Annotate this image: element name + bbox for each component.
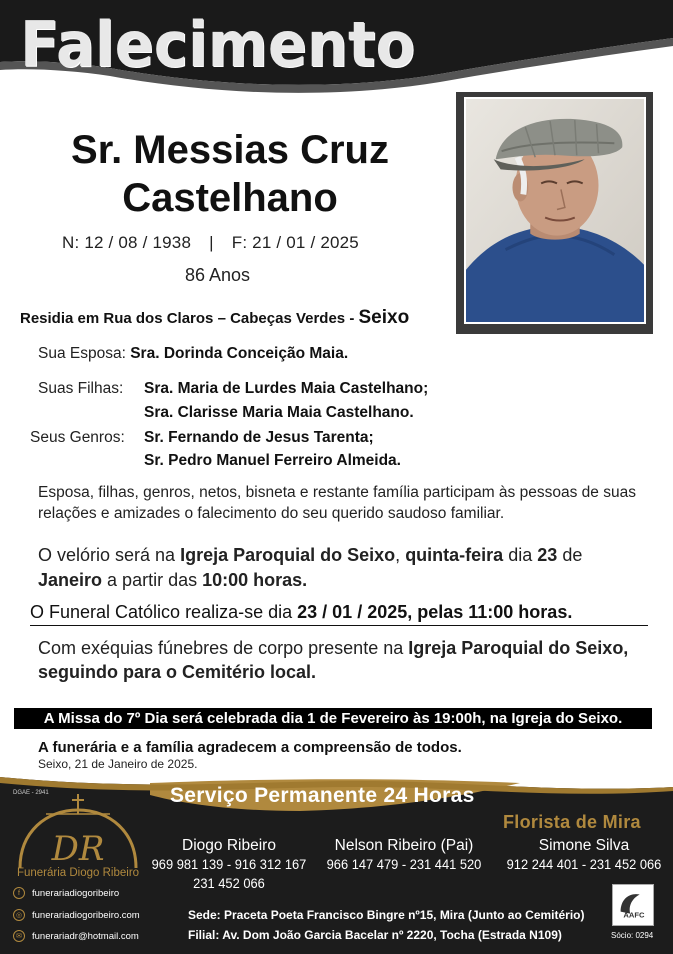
contact-simone: Simone Silva 912 244 401 - 231 452 066 <box>496 836 672 874</box>
wife-label: Sua Esposa: <box>38 345 126 362</box>
social-email[interactable]: ✉ funerariadr@hotmail.com <box>13 930 139 942</box>
exequies-destination: seguindo para o Cemitério local. <box>38 662 317 682</box>
wake-day: quinta-feira <box>405 545 504 565</box>
daughters-label: Suas Filhas: <box>38 380 124 397</box>
residence <box>20 307 409 329</box>
contact-nelson-phones[interactable]: 966 147 479 - 231 441 520 <box>326 856 482 872</box>
facebook-icon: f <box>13 887 25 899</box>
address-filial: Filial: Av. Dom João Garcia Bacelar nº 2220, Tocha (Estrada N109) <box>188 928 562 942</box>
logo-letters: DR <box>51 829 105 869</box>
wife-name: Sra. Dorinda Conceição Maia. <box>130 345 349 362</box>
residence-prefix: Residia em Rua dos Claros – Cabeças Verdes - <box>20 310 355 327</box>
funeral-date: 23 / 01 / 2025, pelas 11:00 horas. <box>297 602 573 622</box>
page-title: Falecimento <box>20 8 416 81</box>
wake-time: 10:00 horas. <box>202 570 308 590</box>
sons-in-law-label: Seus Genros: <box>30 429 125 446</box>
age: 86 Anos <box>185 265 251 285</box>
wake-date: 23 <box>537 545 558 565</box>
association-logo <box>612 884 654 926</box>
family-announcement: Esposa, filhas, genros, netos, bisneta e restante família participam às pessoas de suas relações e amizades o falecimento do seu querido saudoso familiar. <box>38 484 636 522</box>
member-number: Sócio: 0294 <box>611 931 654 940</box>
wife-row <box>38 345 348 363</box>
exequies-place: Igreja Paroquial do Seixo, <box>408 638 629 658</box>
place-date: Seixo, 21 de Janeiro de 2025. <box>38 757 198 771</box>
logo-name: Funerária Diogo Ribeiro <box>16 867 140 879</box>
deceased-photo-frame <box>456 92 653 334</box>
social-facebook[interactable]: f funerariadiogoribeiro <box>13 887 119 899</box>
instagram-icon: ◎ <box>13 909 25 921</box>
contact-nelson: Nelson Ribeiro (Pai) 966 147 479 - 231 441 520 <box>316 836 492 874</box>
association-text: AAFC <box>623 910 645 920</box>
death-date: F: 21 / 01 / 2025 <box>231 233 359 252</box>
deceased-photo <box>466 99 644 322</box>
contact-diogo: Diogo Ribeiro 969 981 139 - 916 312 167 231 452 066 <box>151 837 307 891</box>
address-sede: Sede: Praceta Poeta Francisco Bingre nº15, Mira (Junto ao Cemitério) <box>188 908 585 922</box>
daughter-2: Sra. Clarisse Maria Maia Castelhano. <box>144 404 414 421</box>
dgae-code: DGAE - 2941 <box>13 790 49 796</box>
funeral-info: O Funeral Católico realiza-se dia 23 / 01 / 2025, pelas 11:00 horas. <box>30 602 648 626</box>
social-instagram[interactable]: ◎ funerariadiogoribeiro.com <box>13 909 140 921</box>
contact-simone-phones[interactable]: 912 244 401 - 231 452 066 <box>506 856 662 872</box>
son-in-law-1: Sr. Fernando de Jesus Tarenta; <box>144 429 374 446</box>
email-icon: ✉ <box>13 930 25 942</box>
contact-diogo-phones[interactable]: 969 981 139 - 916 312 167 <box>151 856 307 872</box>
mass-notice: A Missa do 7º Dia será celebrada dia 1 de Fevereiro às 19:00h, na Igreja do Seixo. <box>14 708 652 729</box>
date-separator: | <box>209 233 214 252</box>
deceased-name-line1: Sr. Messias Cruz <box>71 128 389 172</box>
deceased-name <box>40 126 420 222</box>
wake-month: Janeiro <box>38 570 103 590</box>
florist-name: Florista de Mira <box>503 812 641 832</box>
exequies-info: Com exéquias fúnebres de corpo presente na Igreja Paroquial do Seixo, seguindo para o Cemitério local. <box>38 638 629 682</box>
daughter-1: Sra. Maria de Lurdes Maia Castelhano; <box>144 380 429 397</box>
son-in-law-2: Sr. Pedro Manuel Ferreiro Almeida. <box>144 452 401 469</box>
wake-info: O velório será na Igreja Paroquial do Seixo, quinta-feira dia 23 de Janeiro a partir das 10:00 horas. <box>38 545 583 590</box>
birth-date: N: 12 / 08 / 1938 <box>62 233 192 252</box>
residence-place: Seixo <box>358 307 410 328</box>
life-dates <box>62 233 359 253</box>
deceased-name-line2: Castelhano <box>122 176 338 220</box>
service-banner: Serviço Permanente 24 Horas <box>170 784 475 807</box>
contact-diogo-landline[interactable]: 231 452 066 <box>193 875 265 891</box>
wake-place: Igreja Paroquial do Seixo <box>180 545 396 565</box>
thanks-note: A funerária e a família agradecem a compreensão de todos. <box>38 739 462 756</box>
